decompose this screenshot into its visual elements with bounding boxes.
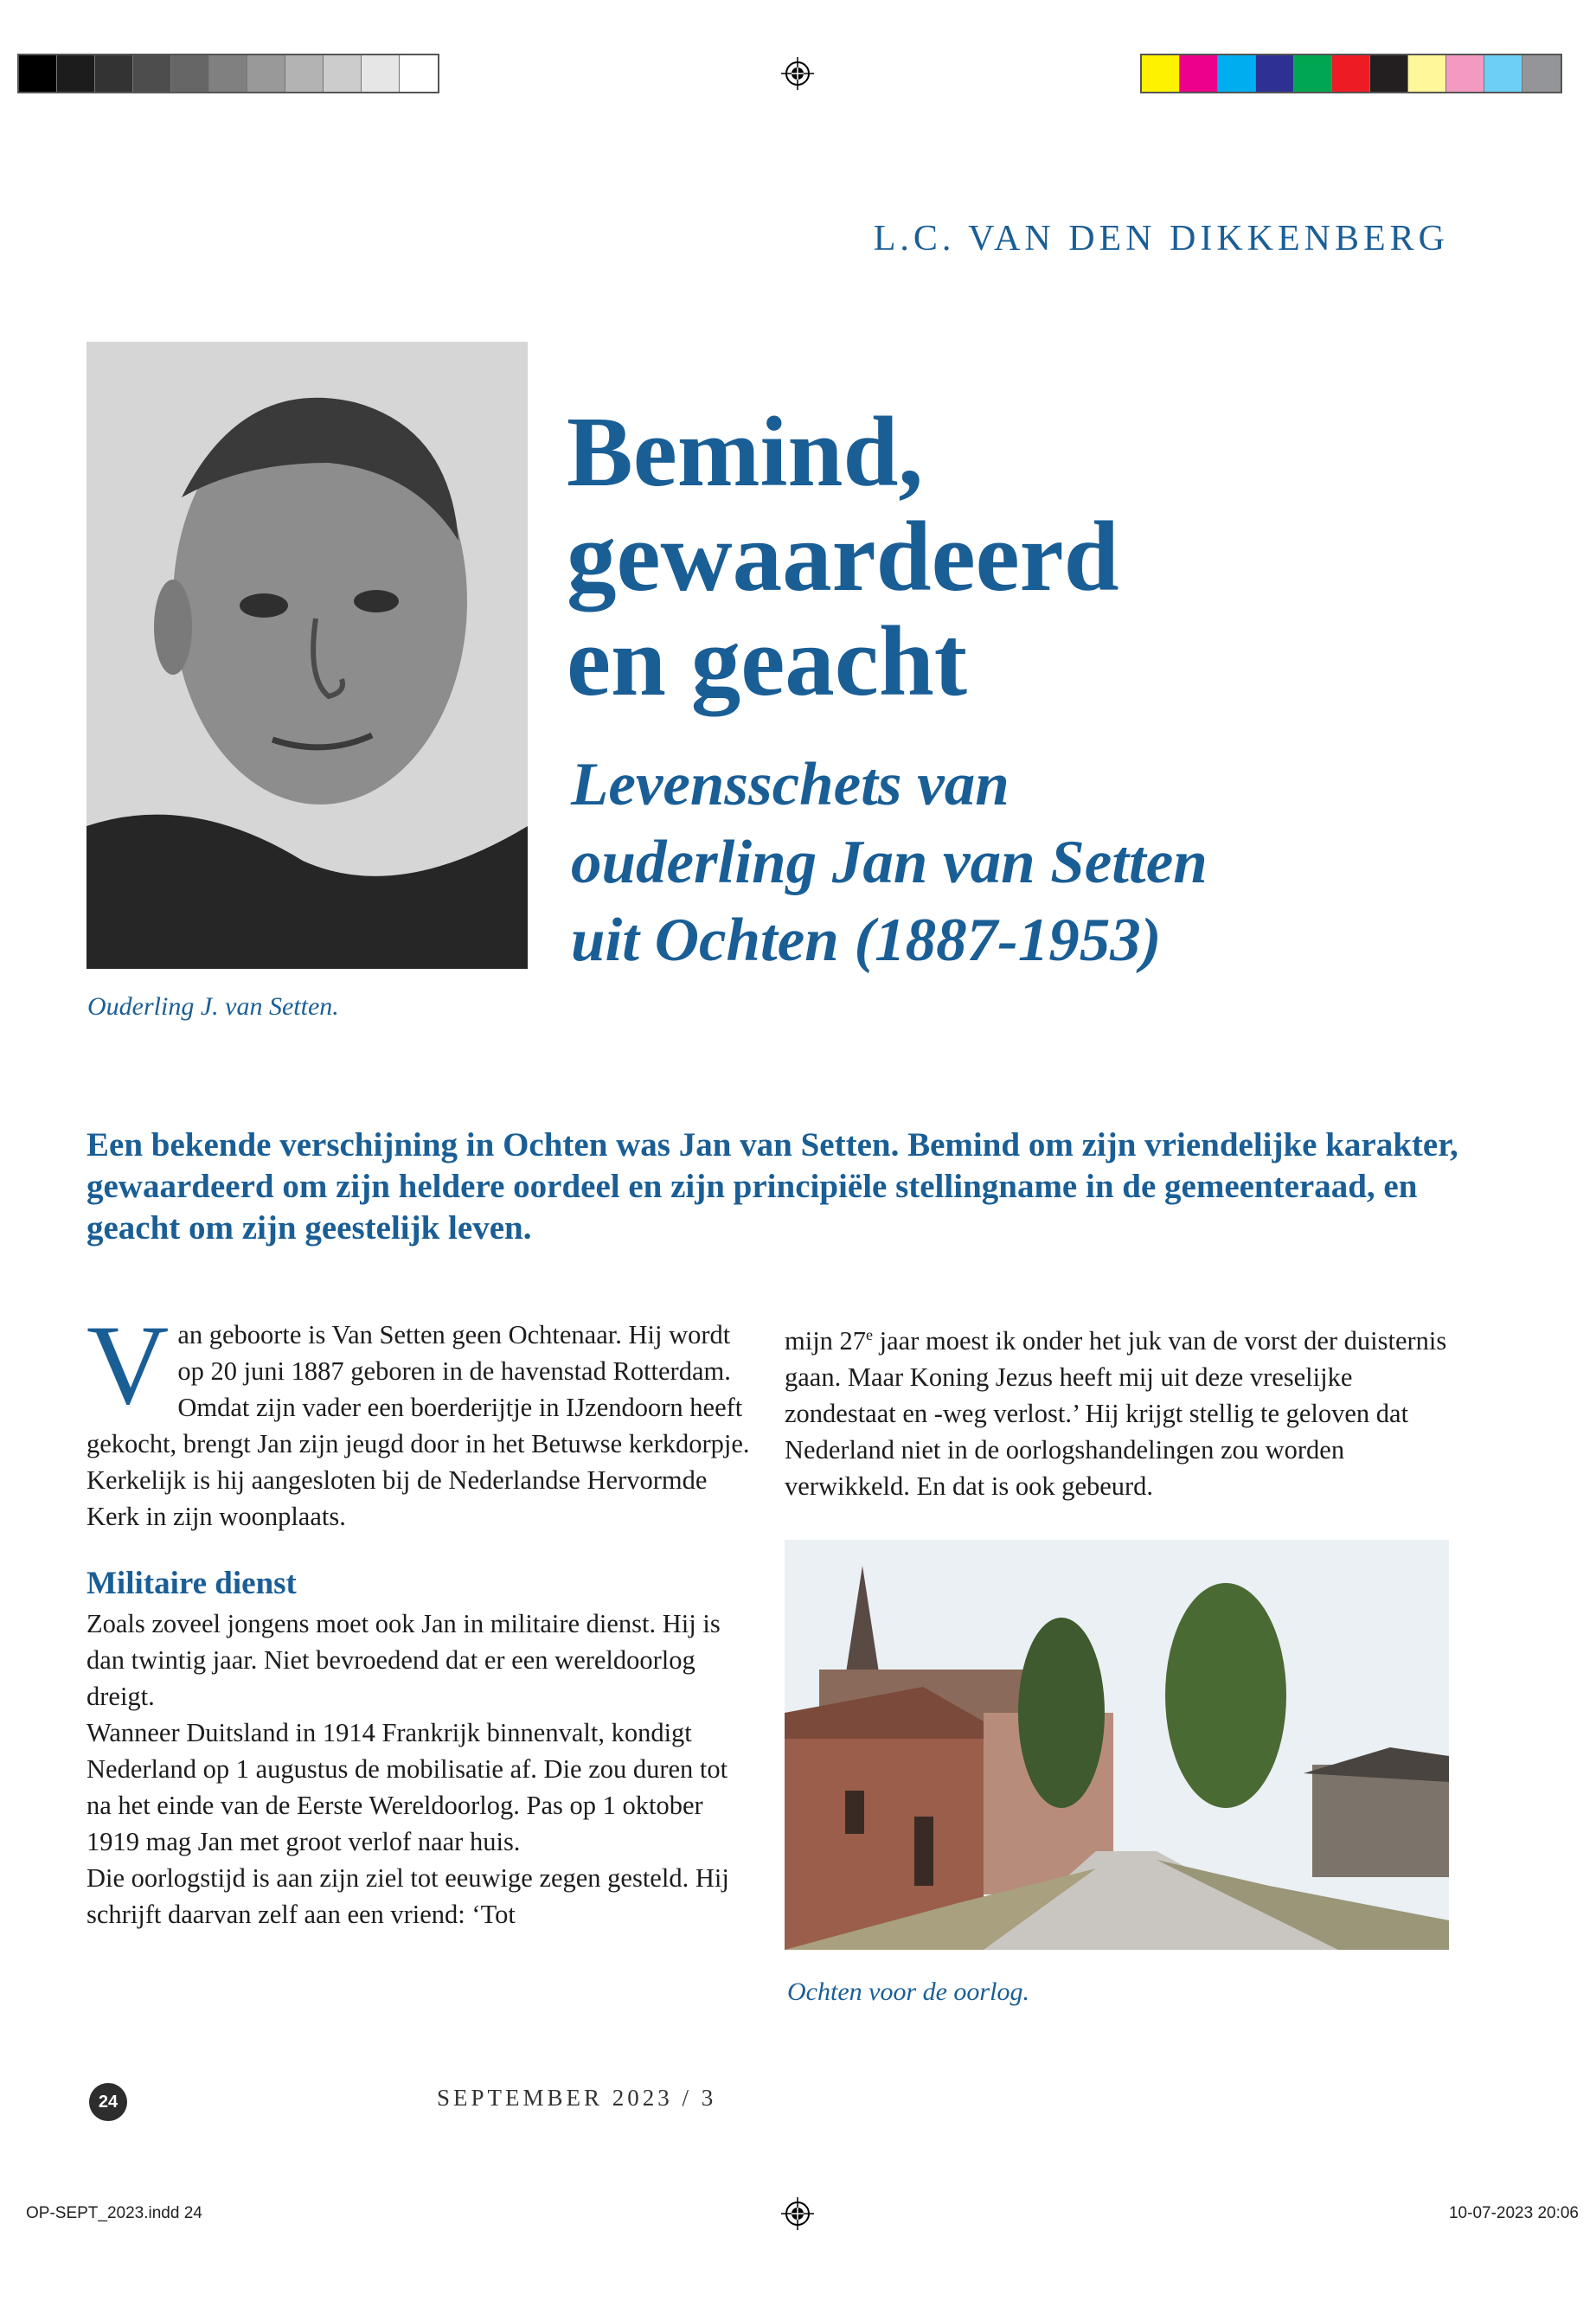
body-paragraph: Die oorlogstijd is aan zijn ziel tot eeuwige zegen gesteld. Hij schrijft daarvan zelf aan een vriend: ‘Tot <box>87 1863 729 1929</box>
color-swatch-4 <box>1256 55 1294 92</box>
ordinal-superscript: e <box>866 1326 874 1343</box>
left-column <box>87 1301 753 1932</box>
drop-cap: V <box>87 1301 170 1428</box>
color-swatch-5 <box>1294 55 1332 92</box>
body-paragraph: Wanneer Duitsland in 1914 Frankrijk binnenvalt, kondigt Nederland op 1 augustus de mobilisatie af. Die zou duren tot na het einde van de Eerste Wereldoorlog. Pas op 1 oktober 1919 mag Jan met groot verlof naar huis. <box>87 1718 728 1856</box>
gray-swatch-4 <box>133 55 171 92</box>
issue-label: SEPTEMBER 2023 / 3 <box>437 2085 717 2111</box>
color-swatch-11 <box>1522 55 1561 92</box>
slug-filename: OP-SEPT_2023.indd 24 <box>26 2204 202 2222</box>
gray-swatch-10 <box>362 55 400 92</box>
right-column <box>785 1317 1451 1504</box>
gray-swatch-8 <box>285 55 324 92</box>
gray-swatch-6 <box>209 55 247 92</box>
lead-paragraph: Een bekende verschijning in Ochten was Jan van Setten. Bemind om zijn vriendelijke karakter, gewaardeerd om zijn heldere oordeel en zijn principiële stellingname in de gemeenteraad, en geacht om zijn geestelijk leven. <box>87 1126 1458 1247</box>
portrait-photo <box>87 342 528 969</box>
article-title <box>567 397 1458 716</box>
gray-swatch-3 <box>95 55 133 92</box>
title-line-2: gewaardeerd <box>567 502 1119 612</box>
registration-mark-icon <box>781 2197 814 2230</box>
color-swatch-7 <box>1370 55 1408 92</box>
gray-swatch-9 <box>324 55 362 92</box>
intro-text: an geboorte is Van Setten geen Ochtenaar. Hij wordt op 20 juni 1887 geboren in de havenstad Rotterdam. Omdat zijn vader een boerderijtje in IJzendoorn heeft gekocht, brengt Jan zijn jeugd door in het Betuwse kerkdorpje. Kerkelijk is hij aangesloten bij de Nederlandse Hervormde Kerk in zijn woonplaats. <box>87 1320 750 1531</box>
gray-swatch-2 <box>57 55 95 92</box>
intro-paragraph <box>87 1301 753 1535</box>
village-illustration <box>785 1540 1449 1950</box>
continued-paragraph <box>785 1317 1451 1504</box>
author-name: L.C. VAN DEN DIKKENBERG <box>873 219 1449 259</box>
gray-swatch-7 <box>247 55 285 92</box>
grayscale-color-bar <box>17 54 439 93</box>
color-swatch-3 <box>1218 55 1256 92</box>
portrait-illustration <box>87 342 528 969</box>
color-swatch-10 <box>1484 55 1522 92</box>
section-heading: Militaire dienst <box>87 1566 297 1601</box>
gray-swatch-1 <box>19 55 57 92</box>
continued-text-start: mijn 27 <box>785 1326 867 1356</box>
subtitle-line-1: Levensschets van <box>571 751 1010 818</box>
registration-mark-icon <box>781 57 814 90</box>
color-swatch-6 <box>1332 55 1370 92</box>
title-line-3: en geacht <box>567 606 968 716</box>
color-swatch-9 <box>1446 55 1484 92</box>
color-swatch-8 <box>1408 55 1446 92</box>
subtitle-line-3: uit Ochten (1887-1953) <box>571 907 1162 974</box>
title-line-1: Bemind, <box>567 397 924 507</box>
village-photo <box>785 1540 1449 1950</box>
slug-date: 10-07-2023 20:06 <box>1448 2204 1579 2222</box>
continued-text-end: jaar moest ik onder het juk van de vorst der duisternis gaan. Maar Koning Jezus heeft mij uit deze vreselijke zondestaat en -weg verlost.’ Hij krijgt stellig te geloven dat Nederland niet in de oorlogshandelingen zou worden verwikkeld. En dat is ook gebeurd. <box>785 1326 1447 1502</box>
process-color-bar <box>1140 54 1562 93</box>
page-number-badge: 24 <box>89 2083 127 2121</box>
portrait-caption: Ouderling J. van Setten. <box>87 992 339 1021</box>
color-swatch-2 <box>1180 55 1218 92</box>
article-subtitle <box>571 746 1462 979</box>
color-swatch-1 <box>1142 55 1180 92</box>
photo-caption: Ochten voor de oorlog. <box>787 1977 1029 2006</box>
gray-swatch-11 <box>400 55 438 92</box>
body-paragraph: Zoals zoveel jongens moet ook Jan in militaire dienst. Hij is dan twintig jaar. Niet bevroedend dat er een wereldoorlog dreigt. <box>87 1609 721 1711</box>
gray-swatch-5 <box>171 55 209 92</box>
subtitle-line-2: ouderling Jan van Setten <box>571 829 1208 896</box>
